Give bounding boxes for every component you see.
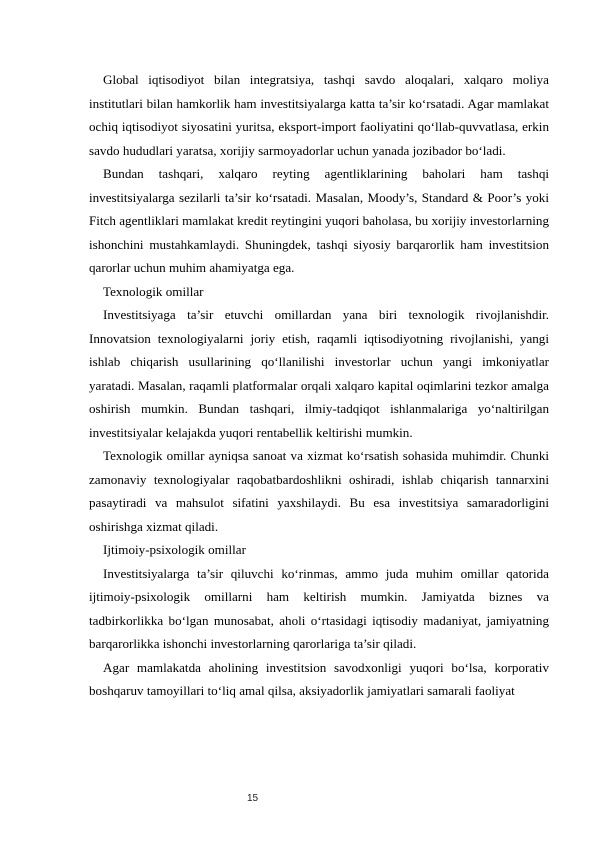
paragraph-socio-psychological: Investitsiyalarga ta’sir qiluvchi ko‘rinmas, ammo juda muhim omillar qatorida ijtimoiy-psixologik omillarni ham keltirish mumkin. Jamiyatda biznes va tadbirkorlikka bo‘lgan munosabat, aholi o‘rtasidagi iqtisodiy madaniyat, jamiyatning barqarorlikka ishonchi investorlarning qarorlariga ta’sir qiladi. bbox=[89, 565, 549, 651]
paragraph-industry-services: Texnologik omillar ayniqsa sanoat va xizmat ko‘rsatish sohasida muhimdir. Chunki zamonaviy texnologiyalar raqobatbardoshlikni oshiradi, ishlab chiqarish tannarxini pasaytiradi va mahsulot sifatini yaxshilaydi. Bu esa investitsiya samaradorligini oshirishga xizmat qiladi. bbox=[89, 448, 549, 534]
paragraph-technological-development: Investitsiyaga ta’sir etuvchi omillardan yana biri texnologik rivojlanishdir. Innovatsion texnologiyalarni joriy etish, raqamli iqtisodiyotning rivojlanishi, yangi ishlab chiqarish usullarining qo‘llanilishi investorlar uchun yangi imkoniyatlar yaratadi. Masalan, raqamli platformalar orqali xalqaro kapital oqimlarini tezkor amalga oshirish mumkin. Bundan tashqari, ilmiy-tadqiqot ishlanmalariga yo‘naltirilgan investitsiyalar kelajakda yuqori rentabellik keltirishi mumkin. bbox=[89, 307, 549, 440]
section-heading-technological-factors: Texnologik omillar bbox=[103, 283, 204, 299]
paragraph-rating-agencies: Bundan tashqari, xalqaro reyting agentliklarining baholari ham tashqi investitsiyalarga sezilarli ta’sir ko‘rsatadi. Masalan, Moody’s, Standard & Poor’s yoki Fitch agentliklari mamlakat kredit reytingini yuqori baholasa, bu xorijiy investorlarning ishonchini mustahkamlaydi. Shuningdek, tashqi siyosiy barqarorlik ham investitsion qarorlar uchun muhim ahamiyatga ega. bbox=[89, 166, 549, 275]
paragraph-investment-literacy: Agar mamlakatda aholining investitsion savodxonligi yuqori bo‘lsa, korporativ boshqaruv tamoyillari to‘liq amal qilsa, aksiyadorlik jamiyatlari samarali faoliyat bbox=[89, 659, 549, 698]
page-number: 15 bbox=[246, 793, 259, 804]
paragraph-global-integration: Global iqtisodiyot bilan integratsiya, tashqi savdo aloqalari, xalqaro moliya institutlari bilan hamkorlik ham investitsiyalarga katta ta’sir ko‘rsatadi. Agar mamlakat ochiq iqtisodiyot siyosatini yuritsa, eksport-import faoliyatini qo‘llab-quvvatlasa, erkin savdo hududlari yaratsa, xorijiy sarmoyadorlar uchun yanada jozibador bo‘ladi. bbox=[89, 72, 549, 158]
section-heading-socio-psychological-factors: Ijtimoiy-psixologik omillar bbox=[103, 542, 246, 557]
document-body bbox=[89, 68, 549, 703]
